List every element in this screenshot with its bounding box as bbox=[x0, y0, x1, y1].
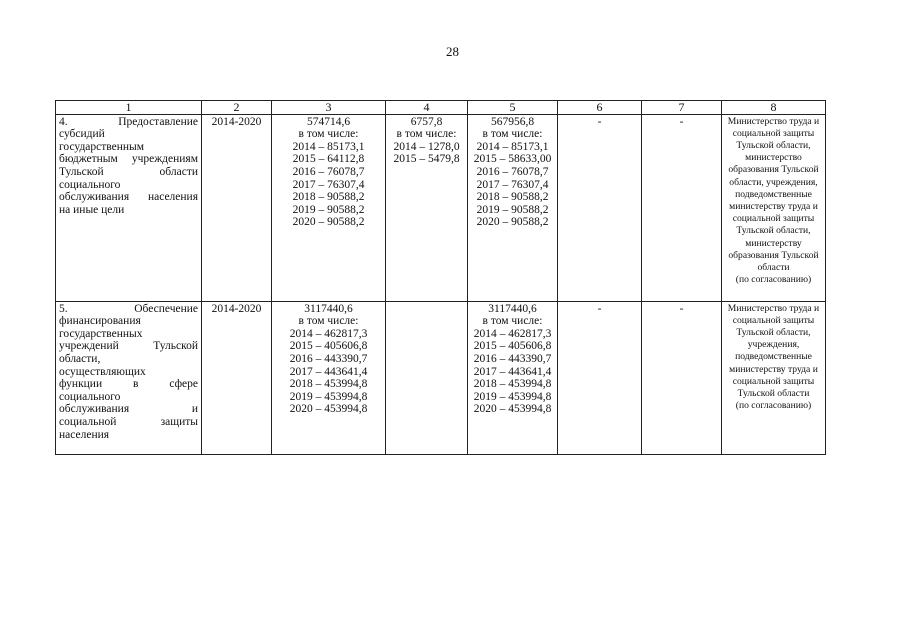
header-cell-4: 4 bbox=[386, 101, 468, 115]
header-cell-6: 6 bbox=[558, 101, 642, 115]
cell-line: учреждения, bbox=[747, 339, 800, 351]
cell-line: социальной защиты bbox=[732, 375, 815, 387]
cell-line: подведомственные bbox=[735, 351, 812, 363]
cell-line: 2014 – 462817,3 bbox=[473, 327, 552, 340]
cell-line: 2020 – 90588,2 bbox=[292, 216, 365, 229]
cell-line: 2015 – 58633,00 bbox=[473, 153, 552, 166]
cell-line: 2016 – 443390,7 bbox=[473, 352, 552, 365]
cell-line: образования Тульской bbox=[728, 164, 819, 176]
cell-line: (по согласованию) bbox=[735, 274, 812, 286]
cell-line: Тульской области, bbox=[736, 140, 811, 151]
cell-line: 2014 – 85173,1 bbox=[476, 140, 549, 153]
measure-name-line: государственным bbox=[59, 140, 145, 153]
cell-line: в том числе: bbox=[298, 315, 359, 328]
cell-line: 2015 – 5479,8 bbox=[393, 153, 460, 166]
cell-line: 2019 – 90588,2 bbox=[292, 203, 365, 216]
cell-line: в том числе: bbox=[396, 128, 457, 141]
program-table bbox=[55, 100, 826, 455]
cell-line: социальной защиты bbox=[732, 127, 815, 139]
executor-cell bbox=[722, 301, 826, 454]
cell-line: 3117440,6 bbox=[488, 302, 537, 315]
cell-line: 2018 – 453994,8 bbox=[473, 378, 552, 391]
measure-name-line: социального bbox=[59, 390, 121, 403]
cell-line: 2016 – 76078,7 bbox=[292, 165, 365, 178]
cell-line: 2015 – 405606,8 bbox=[473, 340, 552, 353]
cell-line: области bbox=[757, 262, 790, 274]
cell-line: области, учреждения, bbox=[729, 176, 818, 188]
cell-line: 2019 – 453994,8 bbox=[473, 390, 552, 403]
cell-line: 2017 – 76307,4 bbox=[292, 178, 365, 191]
cell-line: 2014 – 462817,3 bbox=[289, 327, 368, 340]
cell-line: 2020 – 453994,8 bbox=[473, 403, 552, 416]
cell-line: 2018 – 90588,2 bbox=[476, 191, 549, 204]
regional-funding-cell bbox=[468, 114, 558, 301]
federal-funding-cell bbox=[386, 114, 468, 301]
column-6-cell: - bbox=[558, 301, 642, 454]
cell-line: 574714,6 bbox=[306, 115, 351, 128]
header-cell-8: 8 bbox=[722, 101, 826, 115]
cell-line: социальной защиты bbox=[732, 213, 815, 225]
measure-name-line: осуществляющих bbox=[59, 365, 146, 378]
column-7-cell: - bbox=[642, 114, 722, 301]
measure-name-line: бюджетным учреждениям bbox=[59, 153, 198, 166]
cell-line: 2019 – 90588,2 bbox=[476, 203, 549, 216]
cell-line: 2020 – 453994,8 bbox=[289, 403, 368, 416]
cell-line: в том числе: bbox=[298, 128, 359, 141]
cell-line: 2019 – 453994,8 bbox=[289, 390, 368, 403]
column-7-cell: - bbox=[642, 301, 722, 454]
measure-name-line: функции в сфере bbox=[59, 378, 198, 391]
measure-name-line: финансирования bbox=[59, 315, 141, 328]
cell-line: министерство bbox=[745, 152, 802, 164]
cell-line: министерству труда и bbox=[729, 363, 818, 375]
cell-line: в том числе: bbox=[482, 128, 543, 141]
measure-name-cell bbox=[56, 114, 202, 301]
cell-line: 2016 – 443390,7 bbox=[289, 352, 368, 365]
measure-name-line: 4. Предоставление bbox=[59, 115, 198, 128]
page-number: 28 bbox=[446, 44, 459, 59]
cell-line: 2017 – 443641,4 bbox=[473, 365, 552, 378]
measure-name-line: социальной защиты bbox=[59, 415, 198, 428]
cell-line: (по согласованию) bbox=[735, 400, 812, 412]
cell-line: 2014 – 85173,1 bbox=[292, 140, 365, 153]
header-cell-1: 1 bbox=[56, 101, 202, 115]
cell-line: Тульской области bbox=[737, 388, 810, 400]
cell-line: Министерство труда и bbox=[727, 115, 820, 127]
cell-line: Тульской области, bbox=[736, 327, 811, 338]
cell-line: 2017 – 443641,4 bbox=[289, 365, 368, 378]
federal-funding-cell bbox=[386, 301, 468, 454]
header-cell-3: 3 bbox=[272, 101, 386, 115]
period-cell: 2014-2020 bbox=[202, 301, 272, 454]
executor-cell bbox=[722, 114, 826, 301]
cell-line: 6757,8 bbox=[410, 115, 443, 128]
cell-line: в том числе: bbox=[482, 315, 543, 328]
cell-line: Министерство труда и bbox=[727, 302, 820, 314]
cell-line: 567956,8 bbox=[490, 115, 535, 128]
measure-name-line: на иные цели bbox=[59, 203, 125, 216]
measure-name-line: Тульской области bbox=[59, 165, 198, 178]
cell-line: образования Тульской bbox=[728, 249, 819, 261]
total-funding-cell bbox=[272, 114, 386, 301]
measure-name-line: обслуживания и bbox=[59, 403, 198, 416]
measure-name-line: государственных bbox=[59, 327, 143, 340]
cell-line: 2014 – 1278,0 bbox=[393, 140, 460, 153]
cell-line: 3117440,6 bbox=[304, 302, 353, 315]
measure-name-line: обслуживания населения bbox=[59, 191, 198, 204]
cell-line: 2015 – 405606,8 bbox=[289, 340, 368, 353]
measure-name-line: области, bbox=[59, 352, 101, 365]
cell-line: 2018 – 90588,2 bbox=[292, 191, 365, 204]
period-cell: 2014-2020 bbox=[202, 114, 272, 301]
cell-line: 2020 – 90588,2 bbox=[476, 216, 549, 229]
measure-name-line: населения bbox=[59, 428, 110, 441]
cell-line: 2018 – 453994,8 bbox=[289, 378, 368, 391]
table-header-row bbox=[56, 101, 826, 115]
header-cell-2: 2 bbox=[202, 101, 272, 115]
cell-line: 2017 – 76307,4 bbox=[476, 178, 549, 191]
regional-funding-cell bbox=[468, 301, 558, 454]
measure-name-line: социального bbox=[59, 178, 121, 191]
cell-line: 2015 – 64112,8 bbox=[292, 153, 365, 166]
cell-line: 2016 – 76078,7 bbox=[476, 165, 549, 178]
cell-line: социальной защиты bbox=[732, 314, 815, 326]
header-cell-5: 5 bbox=[468, 101, 558, 115]
measure-name-line: 5. Обеспечение bbox=[59, 302, 198, 315]
table-row bbox=[56, 301, 826, 454]
column-6-cell: - bbox=[558, 114, 642, 301]
cell-line: подведомственные bbox=[735, 188, 812, 200]
total-funding-cell bbox=[272, 301, 386, 454]
cell-line: министерству труда и bbox=[729, 201, 818, 213]
header-cell-7: 7 bbox=[642, 101, 722, 115]
measure-name-cell bbox=[56, 301, 202, 454]
cell-line: министерству bbox=[745, 237, 802, 249]
table-row bbox=[56, 114, 826, 301]
measure-name-line: субсидий bbox=[59, 128, 105, 141]
cell-line: Тульской области, bbox=[736, 225, 811, 237]
measure-name-line: учреждений Тульской bbox=[59, 340, 198, 353]
